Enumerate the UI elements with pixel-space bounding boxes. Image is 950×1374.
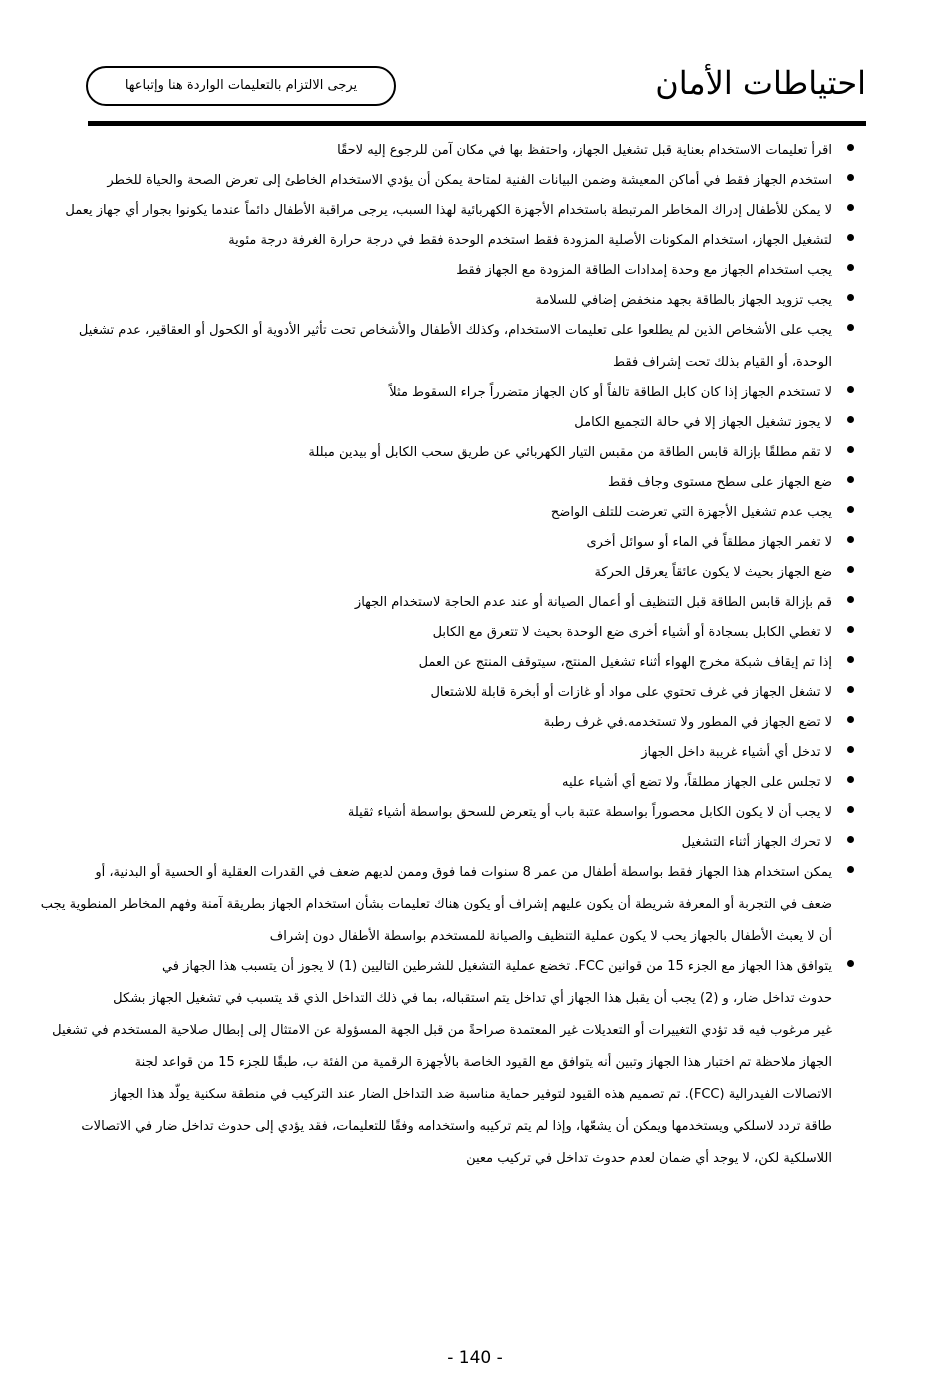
list-item-text: يتوافق هذا الجهاز مع الجزء 15 من قوانين FCC. تخضع عملية التشغيل للشرطين التاليين (1) لا يجوز أن يتسبب هذا الجهاز في (161, 959, 832, 974)
list-item-text: لا تغمر الجهاز مطلقاً في الماء أو سوائل أخرى (586, 535, 832, 550)
list-item-text: ضع الجهاز بحيث لا يكون عائقاً يعرقل الحركة (594, 565, 832, 580)
list-item-text: طاقة تردد لاسلكي ويستخدمها ويمكن أن يشعّها، وإذا لم يتم تركيبه واستخدامه وفقًا للتعليمات، فقد يؤدي إلى حدوث تداخل ضار في الاتصالات (81, 1119, 832, 1134)
list-item-text: يجب تزويد الجهاز بالطاقة بجهد منخفض إضافي للسلامة (535, 293, 832, 308)
bullet-icon (847, 536, 854, 543)
list-item (20, 316, 860, 378)
bullet-icon (847, 716, 854, 723)
list-item (20, 378, 860, 408)
list-item (20, 738, 860, 768)
header (86, 60, 866, 118)
list-item-text: لا تدخل أي أشياء غريبة داخل الجهاز (641, 745, 832, 760)
list-item (20, 256, 860, 286)
list-item (20, 226, 860, 256)
list-item (20, 528, 860, 558)
bullet-icon (847, 476, 854, 483)
bullet-icon (847, 174, 854, 181)
list-item (20, 858, 860, 952)
page-number: - 140 - (447, 1348, 503, 1368)
list-item-text: اللاسلكية لكن، لا يوجد أي ضمان لعدم حدوث تداخل في تركيب معين (466, 1151, 832, 1166)
list-item (20, 136, 860, 166)
list-item (20, 468, 860, 498)
bullet-icon (847, 324, 854, 331)
list-item (20, 498, 860, 528)
header-divider (88, 121, 866, 126)
list-item-text: يجب على الأشخاص الذين لم يطلعوا على تعليمات الاستخدام، وكذلك الأطفال والأشخاص تحت تأثير الأدوية أو الكحول أو العقاقير، عدم تشغيل (78, 323, 832, 338)
bullet-icon (847, 806, 854, 813)
list-item-text: يجب عدم تشغيل الأجهزة التي تعرضت للتلف الواضح (550, 505, 832, 520)
bullet-icon (847, 596, 854, 603)
list-item-text: غير مرغوب فيه قد تؤدي التغييرات أو التعديلات غير المعتمدة صراحةً من قبل الجهة المسؤولة عن الامتثال إلى إبطال صلاحية المستخدم في تشغيل (52, 1023, 832, 1038)
safety-list (20, 136, 860, 1174)
list-item (20, 588, 860, 618)
bullet-icon (847, 294, 854, 301)
bullet-icon (847, 234, 854, 241)
list-item (20, 408, 860, 438)
list-item (20, 618, 860, 648)
list-item-text: يجب استخدام الجهاز مع وحدة إمدادات الطاقة المزودة مع الجهاز فقط (456, 263, 832, 278)
list-item (20, 166, 860, 196)
list-item-text: قم بإزالة قابس الطاقة قبل التنظيف أو أعمال الصيانة أو عند عدم الحاجة لاستخدام الجهاز (354, 595, 832, 610)
list-item-text: لا تضع الجهاز في المطور ولا تستخدمه.في غرف رطبة (543, 715, 832, 730)
list-item-text: لا يجب أن لا يكون الكابل محصوراً بواسطة عتبة باب أو يتعرض للسحق بواسطة أشياء ثقيلة (347, 805, 832, 820)
list-item (20, 768, 860, 798)
list-item (20, 798, 860, 828)
page-title: احتياطات الأمان (655, 64, 866, 102)
list-item (20, 558, 860, 588)
list-item-text: أن لا يعبث الأطفال بالجهاز يحب لا يكون عملية التنظيف والصيانة للمستخدم بواسطة الأطفال دون إشراف (269, 929, 832, 944)
list-item-text: لا تقم مطلقًا بإزالة قابس الطاقة من مقبس التيار الكهربائي عن طريق سحب الكابل أو بيدين مبللة (308, 445, 832, 460)
bullet-icon (847, 626, 854, 633)
bullet-icon (847, 776, 854, 783)
list-item-text: لا تحرك الجهاز أثناء التشغيل (681, 835, 832, 850)
list-item (20, 648, 860, 678)
list-item (20, 286, 860, 316)
list-item-text: لا يجوز تشغيل الجهاز إلا في حالة التجميع الكامل (574, 415, 832, 430)
list-item-text: لتشغيل الجهاز، استخدام المكونات الأصلية المزودة فقط استخدم الوحدة فقط في درجة حرارة الغرفة درجة مئوية (228, 233, 832, 248)
list-item (20, 196, 860, 226)
bullet-icon (847, 144, 854, 151)
list-item-text: الوحدة، أو القيام بذلك تحت إشراف فقط (613, 355, 832, 370)
bullet-icon (847, 836, 854, 843)
list-item-text: لا يمكن للأطفال إدراك المخاطر المرتبطة باستخدام الأجهزة الكهربائية لهذا السبب، يرجى مراقبة الأطفال دائماً عندما يكونوا بجوار أي جهاز يعمل (65, 203, 832, 218)
list-item-text: ضعف في التجربة أو المعرفة شريطة أن يكون عليهم إشراف أو يكون هناك تعليمات بشأن استخدام الجهاز بطريقة آمنة وفهم المخاطر المنطوية يجب (40, 897, 832, 912)
list-item-text: استخدم الجهاز فقط في أماكن المعيشة وضمن البيانات الفنية لمتاحة يمكن أن يؤدي الاستخدام الخاطئ إلى تعرض الصحة والحياة للخطر (107, 173, 832, 188)
bullet-icon (847, 746, 854, 753)
instruction-banner: يرجى الالتزام بالتعليمات الواردة هنا وإتباعها (86, 66, 396, 106)
list-item-text: لا تستخدم الجهاز إذا كان كابل الطاقة تالفاً أو كان الجهاز متضرراً جراء السقوط مثلاً (389, 385, 832, 400)
list-item-text: لا تجلس على الجهاز مطلقاً، ولا تضع أي أشياء عليه (562, 775, 832, 790)
list-item-text: الجهاز ملاحظة تم اختبار هذا الجهاز وتبين أنه يتوافق مع القيود الخاصة بالأجهزة الرقمية من الفئة ب، طبقًا للجزء 15 من قواعد لجنة (134, 1055, 832, 1070)
bullet-icon (847, 656, 854, 663)
list-item (20, 952, 860, 1174)
list-item (20, 708, 860, 738)
bullet-icon (847, 264, 854, 271)
list-item (20, 438, 860, 468)
list-item (20, 678, 860, 708)
bullet-icon (847, 566, 854, 573)
bullet-icon (847, 204, 854, 211)
list-item-text: لا تشغل الجهاز في غرف تحتوي على مواد أو غازات أو أبخرة قابلة للاشتعال (430, 685, 832, 700)
list-item (20, 828, 860, 858)
list-item-text: إذا تم إيقاف شبكة مخرج الهواء أثناء تشغيل المنتج، سيتوقف المنتج عن العمل (418, 655, 832, 670)
bullet-icon (847, 506, 854, 513)
list-item-text: اقرأ تعليمات الاستخدام بعناية قبل تشغيل الجهاز، واحتفظ بها في مكان آمن للرجوع إليه لاحقًا (337, 143, 832, 158)
list-item-text: يمكن استخدام هذا الجهاز فقط بواسطة أطفال من عمر 8 سنوات فما فوق وممن لديهم ضعف في القدرات العقلية أو الحسية أو البدنية، أو (95, 865, 832, 880)
list-item-text: ضع الجهاز على سطح مستوى وجاف فقط (607, 475, 832, 490)
list-item-text: حدوث تداخل ضار، و (2) يجب أن يقبل هذا الجهاز أي تداخل يتم استقباله، بما في ذلك التداخل الذي قد يتسبب في تشغيل الجهاز بشكل (113, 991, 832, 1006)
bullet-icon (847, 686, 854, 693)
bullet-icon (847, 960, 854, 967)
bullet-icon (847, 416, 854, 423)
bullet-icon (847, 446, 854, 453)
bullet-icon (847, 866, 854, 873)
bullet-icon (847, 386, 854, 393)
list-item-text: الاتصالات الفيدرالية (FCC). تم تصميم هذه القيود لتوفير حماية مناسبة ضد التداخل الضار عند التركيب في منطقة سكنية يولّد هذا الجهاز (110, 1087, 832, 1102)
list-item-text: لا تغطي الكابل بسجادة أو أشياء أخرى ضع الوحدة بحيث لا تتعرق مع الكابل (432, 625, 832, 640)
